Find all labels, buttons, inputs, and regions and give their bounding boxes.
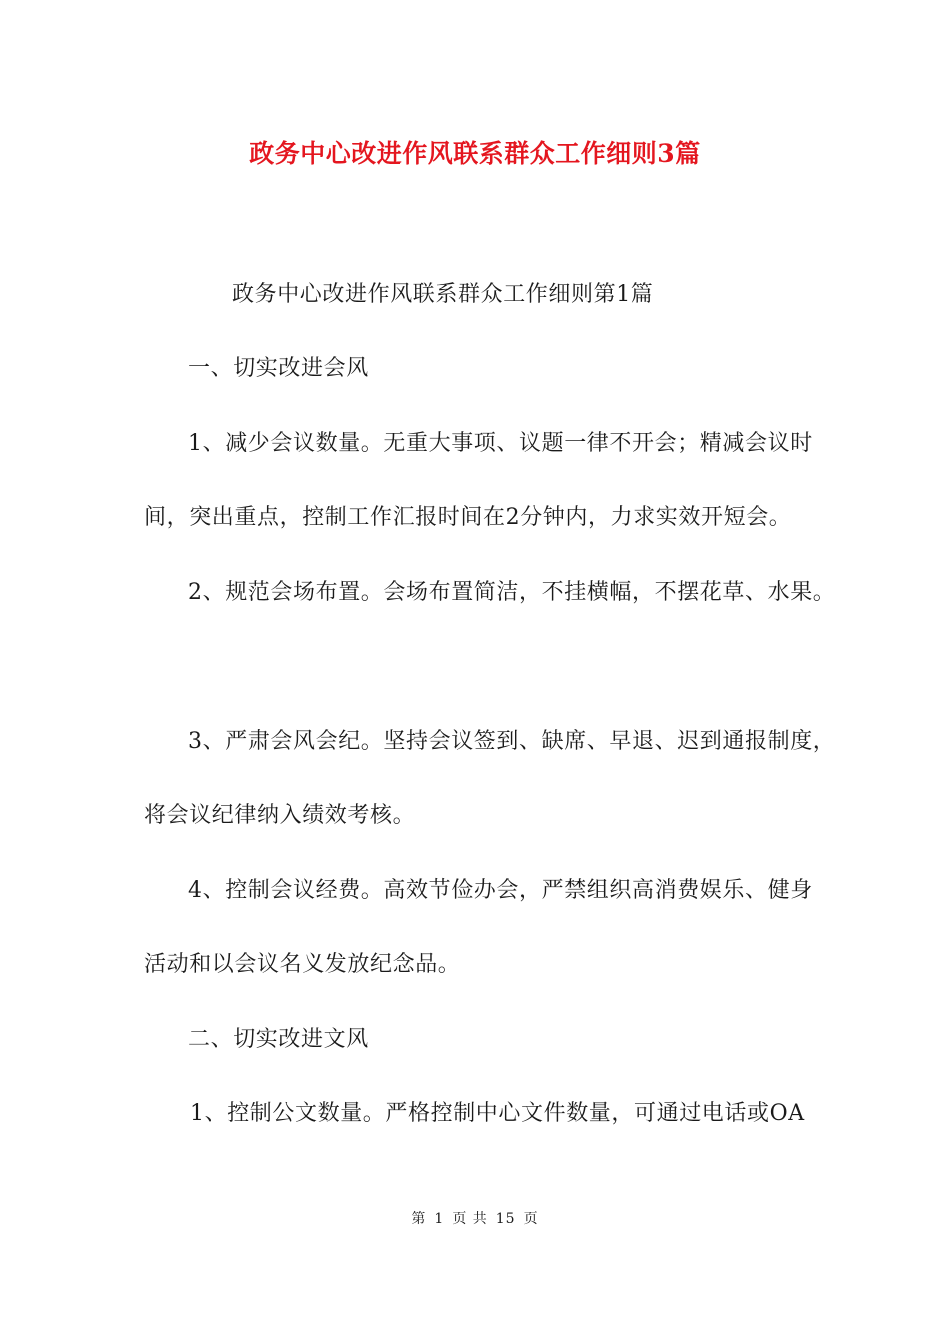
page-footer: [0, 1208, 950, 1228]
document-title: 政务中心改进作风联系群众工作细则3篇: [249, 139, 701, 168]
paragraph-line: 3、严肃会风会纪。坚持会议签到、缺席、早退、迟到通报制度，: [188, 729, 836, 754]
paragraph-line: 活动和以会议名义发放纪念品。: [144, 952, 461, 977]
footer-total-pages: 15: [495, 1211, 516, 1227]
footer-suffix: 页: [523, 1211, 539, 1227]
paragraph-line: 1、控制公文数量。严格控制中心文件数量，可通过电话或OA: [190, 1101, 805, 1126]
paragraph-line: 1、减少会议数量。无重大事项、议题一律不开会；精减会议时: [188, 431, 813, 456]
footer-prefix: 第: [411, 1211, 427, 1227]
footer-middle: 页 共: [452, 1211, 488, 1227]
paragraph-line: 4、控制会议经费。高效节俭办会，严禁组织高消费娱乐、健身: [188, 878, 813, 903]
section-heading: 政务中心改进作风联系群众工作细则第1篇: [232, 282, 654, 307]
paragraph-line: 一、切实改进会风: [188, 356, 369, 381]
paragraph-line: 二、切实改进文风: [188, 1027, 369, 1052]
paragraph-line: 将会议纪律纳入绩效考核。: [144, 803, 416, 828]
paragraph-line: 间，突出重点，控制工作汇报时间在2分钟内，力求实效开短会。: [144, 505, 792, 530]
footer-page-number: 1: [434, 1211, 445, 1227]
paragraph-line: 2、规范会场布置。会场布置简洁，不挂横幅，不摆花草、水果。: [188, 580, 836, 605]
